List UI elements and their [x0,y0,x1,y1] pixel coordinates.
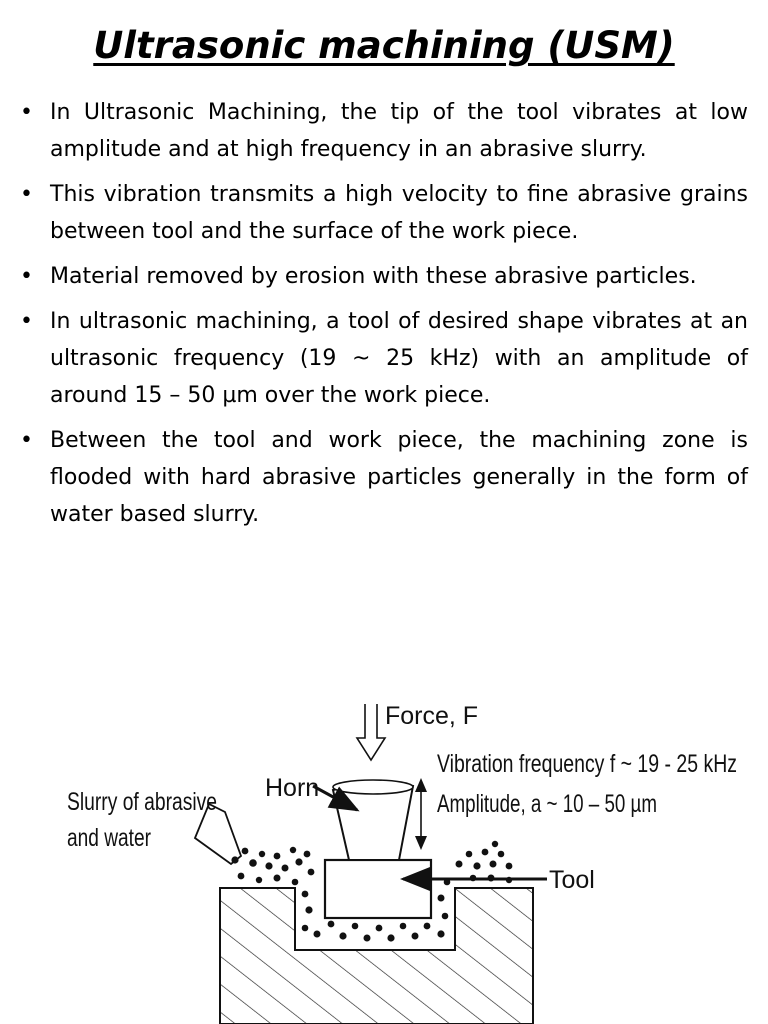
slurry-label-line1: Slurry of abrasive [67,788,217,816]
bullet-text: Material removed by erosion with these abrasive particles. [50,264,697,289]
tool [325,860,431,918]
usm-diagram-svg [55,688,745,1024]
bullet-item [20,176,748,250]
bullet-item [20,422,748,533]
force-arrow [357,704,385,760]
slurry-label-line2: and water [67,824,151,852]
bullet-list [20,94,748,541]
force-label: Force, F [385,702,479,730]
bullet-item [20,258,748,295]
bullet-text: In Ultrasonic Machining, the tip of the tool vibrates at low amplitude and at high frequency in an abrasive slurry. [50,100,748,162]
tool-label: Tool [549,866,595,894]
frequency-label: Vibration frequency f ~ 19 - 25 kHz [437,750,737,778]
slide-title: Ultrasonic machining (USM) [93,24,675,67]
vibration-arrow [415,778,427,850]
bullet-marker: • [20,182,33,207]
bullet-text: Between the tool and work piece, the machining zone is flooded with hard abrasive particles generally in the form of water based slurry. [50,428,748,527]
horn [333,784,413,860]
bullet-item [20,303,748,414]
bullet-text: In ultrasonic machining, a tool of desired shape vibrates at an ultrasonic frequency (19 ~ 25 kHz) with an amplitude of around 15 – 50 µm over the work piece. [50,309,748,408]
bullet-marker: • [20,428,33,453]
horn-label: Horn [265,774,320,802]
amplitude-label: Amplitude, a ~ 10 – 50 µm [437,790,657,818]
bullet-marker: • [20,309,33,334]
bullet-item [20,94,748,168]
usm-diagram [55,688,745,1024]
bullet-text: This vibration transmits a high velocity to fine abrasive grains between tool and the surface of the work piece. [50,182,748,244]
bullet-marker: • [20,100,33,125]
bullet-marker: • [20,264,33,289]
